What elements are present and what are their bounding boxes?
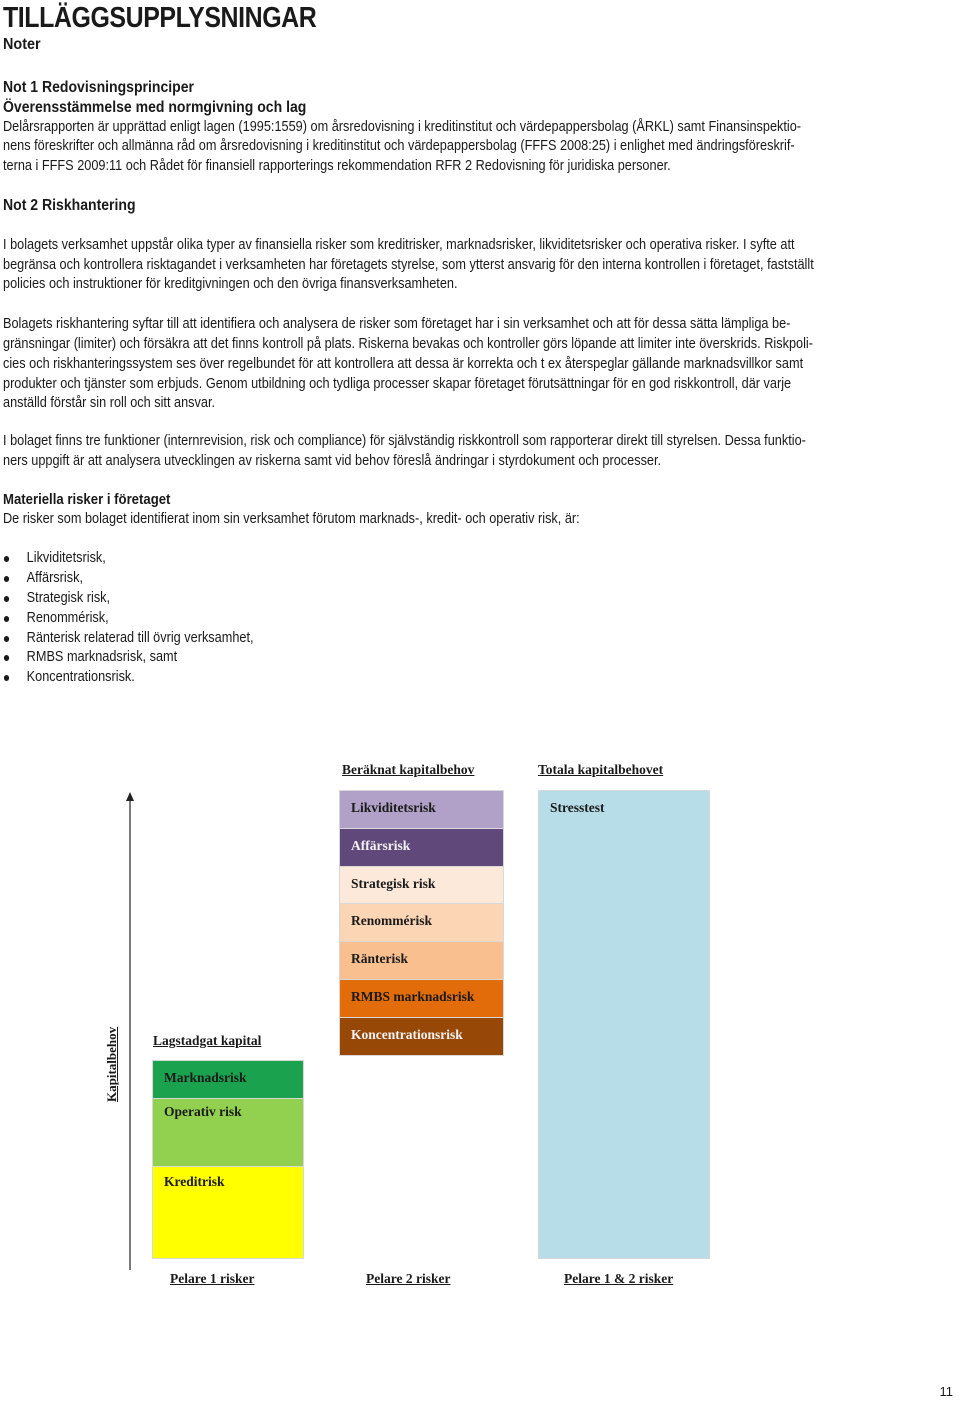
note1-section <box>3 78 880 177</box>
block-label: RMBS marknadsrisk <box>351 989 475 1004</box>
risk-item: Renommérisk, <box>3 609 880 629</box>
paragraph-line: gränsningar (limiter) och försäkra att det finns kontroll på plats. Riskerna bevakas och kontroller görs löpande att limiter inte överskrids. Riskpoli- <box>3 335 813 352</box>
block-kreditrisk <box>152 1166 304 1259</box>
block-label: Ränterisk <box>351 951 408 967</box>
risk-item: Ränterisk relaterad till övrig verksamhet, <box>3 629 880 649</box>
material-risks-intro: De risker som bolaget identifierat inom sin verksamhet förutom marknads-, kredit- och operativ risk, är: <box>3 510 580 527</box>
paragraph-line: cies och riskhanteringssystem ses över regelbundet för att kontrollera att dessa är korrekta och t ex återspeglar gällande marknadsvillkor samt <box>3 355 804 372</box>
block-label: Koncentrationsrisk <box>351 1026 463 1042</box>
block-stresstest <box>538 790 710 1259</box>
block-label: Affärsrisk <box>351 837 411 853</box>
page-subtitle: Noter <box>3 36 41 53</box>
block-likviditetsrisk <box>339 790 504 829</box>
material-risks-heading: Materiella risker i företaget <box>3 490 171 508</box>
risk-item: Likviditetsrisk, <box>3 549 880 569</box>
block-operativ-risk <box>152 1098 304 1168</box>
block-marknadsrisk <box>152 1060 304 1100</box>
note1-line: terna i FFFS 2009:11 och Rådet för finansiell rapporterings rekommendation RFR 2 Redovisning för juridiska personer. <box>3 158 671 175</box>
page-number: 11 <box>939 1384 953 1399</box>
block-affärsrisk <box>339 828 504 867</box>
y-axis-arrow <box>120 792 140 1272</box>
pillar1-heading: Lagstadgat kapital <box>153 1033 262 1048</box>
paragraph-line: produkter och tjänster som erbjuds. Genom utbildning och tydliga processer skapar företaget förutsättningar för en god riskkontroll, där varje <box>3 375 792 392</box>
risk-item: Strategisk risk, <box>3 589 880 609</box>
risk-item: Koncentrationsrisk. <box>3 668 880 688</box>
note2-section <box>3 196 880 688</box>
block-label: Marknadsrisk <box>164 1070 247 1085</box>
note2-paragraph-2 <box>3 315 880 414</box>
paragraph-line: I bolaget finns tre funktioner (internrevision, risk och compliance) för självständig riskkontroll som rapporterar direkt till styrelsen. Dessa funktio- <box>3 433 806 450</box>
block-label: Operativ risk <box>164 1104 242 1119</box>
note1-line: Delårsrapporten är upprättad enligt lagen (1995:1559) om årsredovisning i kreditinstitut och värdepappersbolag (ÅRKL) samt Finansinspektio- <box>3 118 802 135</box>
pillar1-footer: Pelare 1 risker <box>170 1271 255 1286</box>
risk-item: Affärsrisk, <box>3 569 880 589</box>
pillar2-footer: Pelare 2 risker <box>366 1271 451 1286</box>
block-rmbs-marknadsrisk <box>339 979 504 1018</box>
block-label: Strategisk risk <box>351 875 436 891</box>
block-label: Stresstest <box>550 800 605 815</box>
paragraph-line: policies och instruktioner för kreditgivningen och den övriga finansverksamheten. <box>3 276 458 293</box>
block-renommérisk <box>339 903 504 942</box>
paragraph-line: begränsa och kontrollera risktagandet i verksamheten har företagets styrelse, som ytterst ansvarig för den interna kontrollen i företaget, fastställt <box>3 256 814 273</box>
total-heading: Totala kapitalbehovet <box>538 762 664 777</box>
risk-item: RMBS marknadsrisk, samt <box>3 648 880 668</box>
block-label: Kreditrisk <box>164 1174 225 1189</box>
block-label: Likviditetsrisk <box>351 800 436 815</box>
note1-subheading: Överensstämmelse med normgivning och lag <box>3 98 307 116</box>
block-label: Renommérisk <box>351 913 432 929</box>
note2-paragraph-1 <box>3 236 880 295</box>
pillar2-heading: Beräknat kapitalbehov <box>342 762 475 777</box>
material-risks-list <box>3 549 880 688</box>
block-strategisk-risk <box>339 866 504 905</box>
note2-paragraph-3 <box>3 432 880 472</box>
paragraph-line: Bolagets riskhantering syftar till att identifiera och analysera de risker som företaget har i sin verksamhet och att för dessa sätta lämpliga be- <box>3 316 791 333</box>
note2-heading: Not 2 Riskhantering <box>3 197 136 214</box>
paragraph-line: I bolagets verksamhet uppstår olika typer av finansiella risker som kreditrisker, marknadsrisker, likviditetsrisker och operativa risker. I syfte att <box>3 236 795 253</box>
block-ränterisk <box>339 941 504 980</box>
paragraph-line: anställd förstår sin roll och sitt ansvar. <box>3 395 216 412</box>
note1-heading: Not 1 Redovisningsprinciper <box>3 79 195 96</box>
note1-body <box>3 118 880 177</box>
y-axis-label: Kapitalbehov <box>104 1026 119 1102</box>
note1-line: nens föreskrifter och allmänna råd om årsredovisning i kreditinstitut och värdepappersbolag (FFFS 2008:25) i enlighet med ändringsföreskrif- <box>3 138 795 155</box>
total-footer: Pelare 1 & 2 risker <box>564 1271 674 1286</box>
block-koncentrationsrisk <box>339 1017 504 1056</box>
page-title: TILLÄGGSUPPLYSNINGAR <box>3 2 317 34</box>
paragraph-line: ners uppgift är att analysera utvecklingen av riskerna samt vid behov föreslå ändringar i styrdokument och processer. <box>3 452 662 469</box>
